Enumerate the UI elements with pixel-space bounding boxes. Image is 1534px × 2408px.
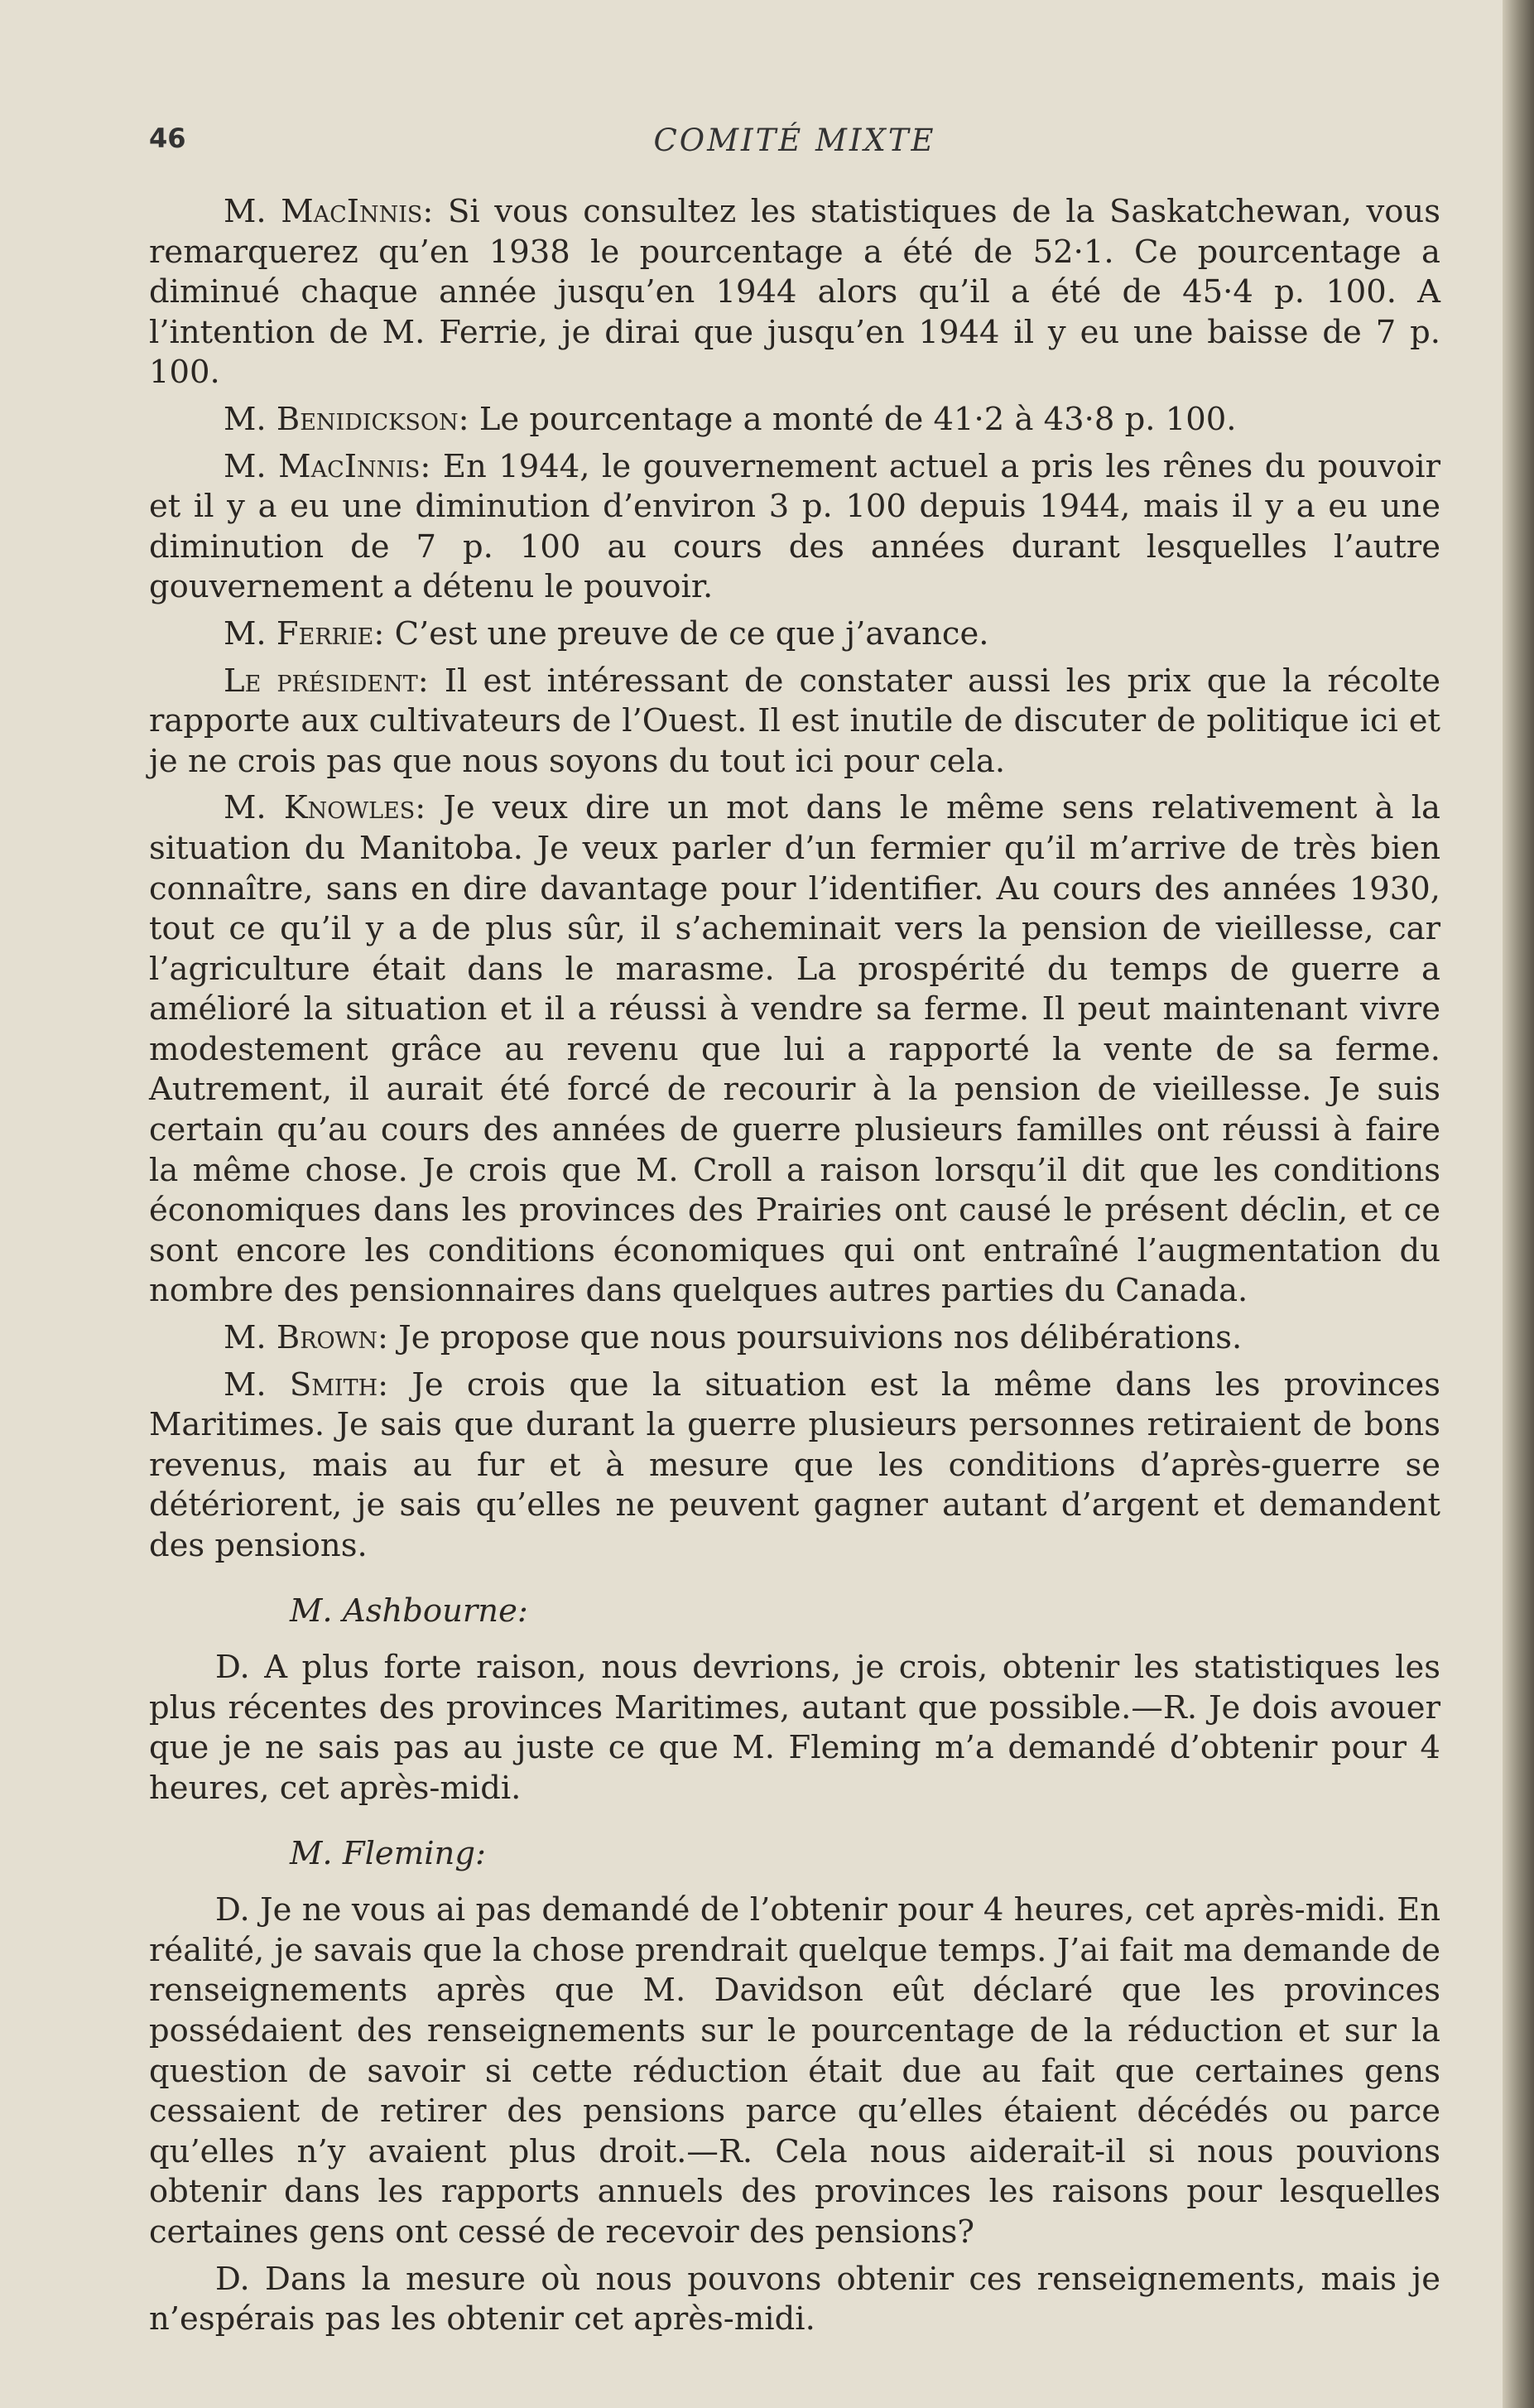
speaker: Le président: (224, 662, 429, 700)
paragraph (149, 192, 1440, 393)
document-body (149, 192, 1440, 2347)
paragraph (149, 400, 1440, 441)
paragraph-text: Je veux dire un mot dans le même sens relativement à la situation du Manitoba. Je veux parler d’un fermier qu’il m’arrive de très bien connaître, sans en dire davantage pour l’identifier. Au cours des années 1930, tout ce qu’il y a de plus sûr, il s’acheminait vers la pension de vieillesse, car l’agriculture était dans le marasme. La prospérité du temps de guerre a amélioré la situation et il a réussi à vendre sa ferme. Il peut maintenant vivre modestement grâce au revenu que lui a rapporté la vente de sa ferme. Autrement, il aurait été forcé de recourir à la pension de vieillesse. Je suis certain qu’au cours des années de guerre plusieurs familles ont réussi à faire la même chose. Je crois que M. Croll a raison lorsqu’il dit que les conditions économiques dans les provinces des Prairies ont causé le présent déclin, et ce sont encore les conditions économiques qui ont entraîné l’augmentation du nombre des pensionnaires dans quelques autres parties du Canada. (149, 789, 1440, 1310)
section-heading-ashbourne: M. Ashbourne: (290, 1592, 528, 1630)
page-number: 46 (149, 123, 186, 154)
paragraph-text: Le pourcentage a monté de 41·2 à 43·8 p. 100. (478, 400, 1237, 438)
paragraph (149, 447, 1440, 608)
paragraph (149, 662, 1440, 783)
paragraph-text: Je crois que la situation est la même dans les provinces Maritimes. Je sais que durant la guerre plusieurs personnes retiraient de bons revenus, mais au fur et à mesure que les conditions d’après-guerre se détériorent, je sais qu’elles ne peuvent gagner autant d’argent et demandent des pensions. (149, 1365, 1441, 1564)
qa-paragraph: D. A plus forte raison, nous devrions, je crois, obtenir les statistiques les plus récentes des provinces Maritimes, autant que possible.—R. Je dois avouer que je ne sais pas au juste ce que M. Fleming m’a demandé d’obtenir pour 4 heures, cet après-midi. (149, 1649, 1440, 1807)
paragraph (149, 614, 1440, 655)
paragraph (149, 788, 1440, 1312)
section-heading-fleming: M. Fleming: (290, 1834, 486, 1872)
paragraph-text: En 1944, le gouvernement actuel a pris les rênes du pouvoir et il y a eu une diminution d’environ 3 p. 100 depuis 1944, mais il y a eu une diminution de 7 p. 100 au cours des années durant lesquelles l’autre gouvernement a détenu le pouvoir. (149, 447, 1440, 606)
qa-paragraph: D. Je ne vous ai pas demandé de l’obtenir pour 4 heures, cet après-midi. En réalité, je savais que la chose prendrait quelque temps. J’ai fait ma demande de renseignements après que M. Davidson eût déclaré que les provinces possédaient des renseignements sur le pourcentage de la réduction et sur la question de savoir si cette réduction était due au fait que certaines gens cessaient de retirer des pensions parce qu’elles étaient décédés ou parce qu’elles n’y avaient plus droit.—R. Cela nous aiderait-il si nous pouvions obtenir dans les rapports annuels des provinces les raisons pour lesquelles certaines gens ont cessé de recevoir des pensions? (149, 1891, 1440, 2251)
speaker: M. Smith: (224, 1365, 389, 1404)
speaker: M. Benidickson: (224, 400, 469, 438)
paragraph-text: Je propose que nous poursuivions nos délibérations. (398, 1319, 1243, 1357)
running-head: COMITÉ MIXTE (653, 123, 936, 158)
speaker: M. Knowles: (224, 789, 426, 827)
page-header (149, 123, 1440, 172)
paragraph (149, 1365, 1440, 1567)
page-edge-shadow (1503, 0, 1534, 2408)
speaker: M. MacInnis: (224, 447, 431, 485)
paragraph-text: Il est intéressant de constater aussi les prix que la récolte rapporte aux cultivateurs de l’Ouest. Il est inutile de discuter de politique ici et je ne crois pas que nous soyons du tout ici pour cela. (149, 662, 1440, 780)
speaker: M. MacInnis: (224, 193, 434, 230)
paragraph-text: Si vous consultez les statistiques de la Saskatchewan, vous remarquerez qu’en 1938 le pourcentage a été de 52·1. Ce pourcentage a diminué chaque année jusqu’en 1944 alors qu’il a été de 45·4 p. 100. A l’intention de M. Ferrie, je dirai que jusqu’en 1944 il y eu une baisse de 7 p. 100. (149, 193, 1440, 392)
paragraph (149, 1318, 1440, 1359)
speaker: M. Brown: (224, 1319, 389, 1357)
qa-paragraph: D. Dans la mesure où nous pouvons obtenir ces renseignements, mais je n’espérais pas les obtenir cet après-midi. (149, 2260, 1440, 2338)
paragraph-text: C’est une preuve de ce que j’avance. (394, 614, 989, 653)
speaker: M. Ferrie: (224, 614, 385, 653)
